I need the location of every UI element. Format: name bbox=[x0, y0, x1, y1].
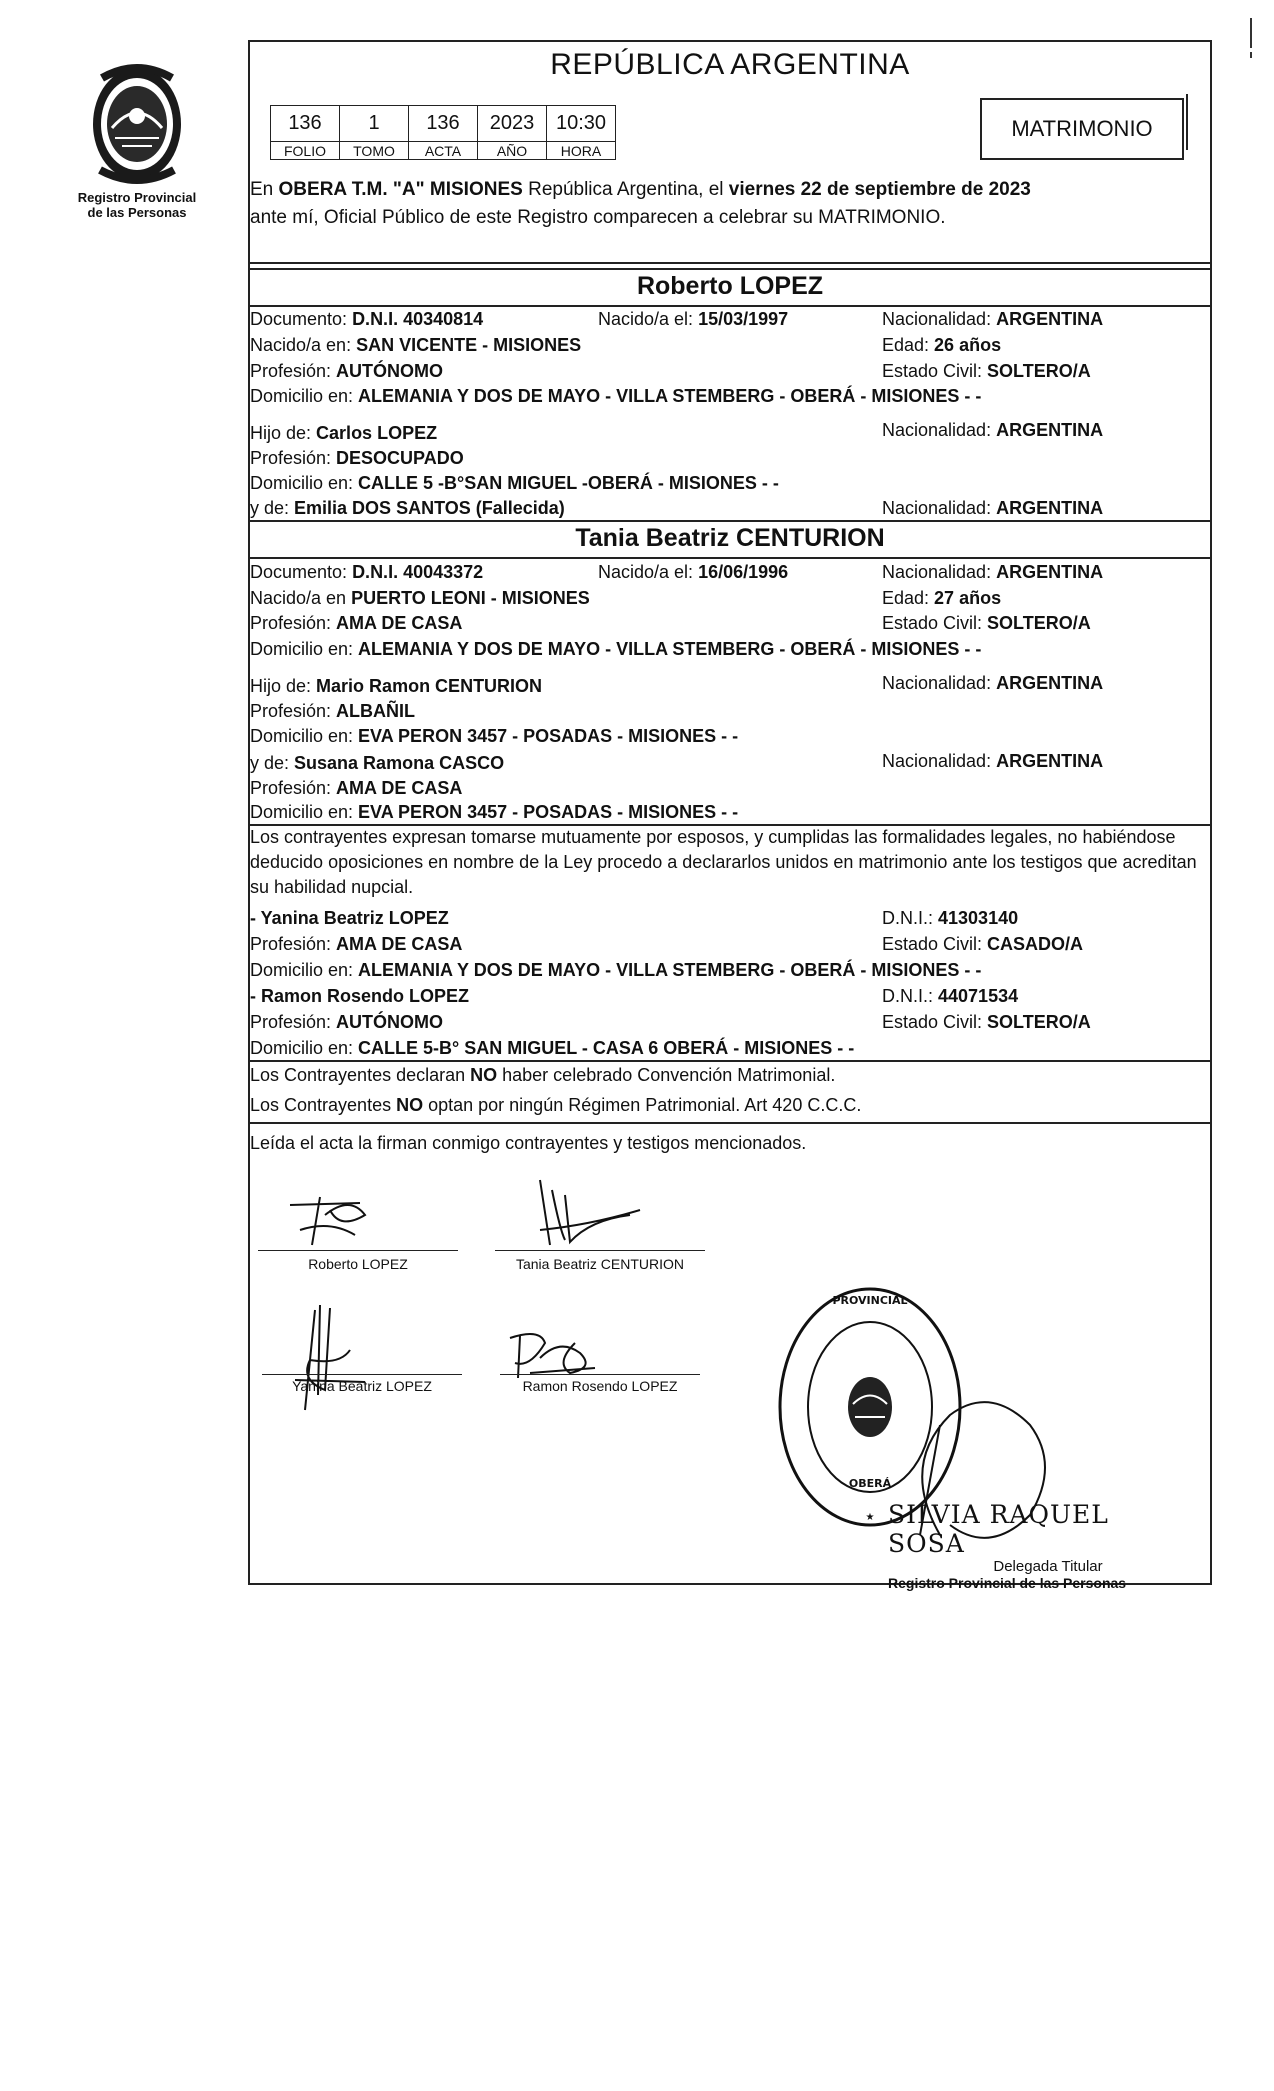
year-value: 2023 bbox=[478, 106, 547, 142]
folio-value: 136 bbox=[271, 106, 340, 142]
separator bbox=[248, 1122, 1212, 1124]
signature-line bbox=[262, 1374, 462, 1375]
value: 27 años bbox=[934, 588, 1002, 608]
signature-roberto bbox=[270, 1175, 390, 1255]
label: Profesión: bbox=[250, 778, 337, 798]
value: ARGENTINA bbox=[996, 498, 1104, 518]
signature-line bbox=[500, 1374, 700, 1375]
text: haber celebrado Convención Matrimonial. bbox=[497, 1065, 836, 1085]
label: Profesión: bbox=[250, 361, 337, 381]
label: Domicilio en: bbox=[250, 802, 359, 822]
label: Domicilio en: bbox=[250, 960, 359, 980]
spouse2-nationality bbox=[882, 561, 1103, 583]
provincial-registry-logo bbox=[62, 58, 212, 248]
spouse1-name: Roberto LOPEZ bbox=[636, 272, 824, 300]
text: Los Contrayentes bbox=[250, 1095, 397, 1115]
text: NO bbox=[396, 1095, 424, 1115]
value: SOLTERO/A bbox=[987, 613, 1091, 633]
label: Nacionalidad: bbox=[882, 498, 997, 518]
value: PUERTO LEONI - MISIONES bbox=[351, 588, 590, 608]
witness1-dni bbox=[882, 907, 1018, 929]
value: Mario Ramon CENTURION bbox=[316, 676, 543, 696]
witness2-profession bbox=[250, 1011, 443, 1033]
separator bbox=[248, 557, 1212, 559]
value: SOLTERO/A bbox=[987, 1012, 1091, 1032]
separator bbox=[248, 268, 1212, 270]
label: Profesión: bbox=[250, 934, 337, 954]
spouse1-mother-nationality bbox=[882, 497, 1103, 519]
spouse1-mother bbox=[250, 497, 565, 519]
value: ALEMANIA Y DOS DE MAYO - VILLA STEMBERG - OBERÁ - MISIONES - - bbox=[358, 386, 982, 406]
label: Profesión: bbox=[250, 613, 337, 633]
acta-header: ACTA bbox=[409, 142, 478, 160]
label: Domicilio en: bbox=[250, 639, 359, 659]
value: 44071534 bbox=[938, 986, 1019, 1006]
separator bbox=[248, 520, 1212, 522]
value: ARGENTINA bbox=[996, 673, 1104, 693]
value: 15/03/1997 bbox=[698, 309, 789, 329]
spouse2-address bbox=[250, 638, 981, 660]
spouse2-born-in bbox=[250, 587, 590, 609]
label: Nacionalidad: bbox=[882, 751, 997, 771]
spouse2-mother-address bbox=[250, 801, 738, 823]
label: Estado Civil: bbox=[882, 361, 988, 381]
text: NO bbox=[470, 1065, 498, 1085]
signature-name-2: Tania Beatriz CENTURION bbox=[515, 1256, 685, 1272]
label: Edad: bbox=[882, 588, 935, 608]
text: Los Contrayentes declaran bbox=[250, 1065, 471, 1085]
svg-text:★: ★ bbox=[865, 1512, 875, 1523]
convention-line2 bbox=[250, 1094, 861, 1116]
formal-declaration: Los contrayentes expresan tomarse mutuamente por esposos, y cumplidas las formalidades legales, no habiéndose deducido oposiciones en nombre de la Ley procedo a declararlos unidos en matrimonio ante los testigos que acreditan su habilidad nupcial. bbox=[250, 827, 1197, 897]
label: Nacido/a en: bbox=[250, 335, 357, 355]
witness1-address bbox=[250, 959, 981, 981]
witness2-civil-status bbox=[882, 1011, 1091, 1033]
label: Domicilio en: bbox=[250, 473, 359, 493]
spouse1-nationality bbox=[882, 308, 1103, 330]
label: y de: bbox=[250, 498, 295, 518]
value: 16/06/1996 bbox=[698, 562, 789, 582]
spouse2-father-address bbox=[250, 725, 738, 747]
value: ARGENTINA bbox=[996, 751, 1104, 771]
value: Susana Ramona CASCO bbox=[294, 753, 505, 773]
spouse2-mother bbox=[250, 752, 504, 774]
value: AMA DE CASA bbox=[336, 934, 463, 954]
value: ARGENTINA bbox=[996, 562, 1104, 582]
spouse2-mother-nationality bbox=[882, 750, 1103, 772]
witness2-name bbox=[250, 985, 469, 1007]
value: DESOCUPADO bbox=[336, 448, 464, 468]
witness2-address bbox=[250, 1037, 854, 1059]
value: - Yanina Beatriz LOPEZ bbox=[250, 908, 449, 928]
spouse2-mother-profession bbox=[250, 777, 462, 799]
value: CASADO/A bbox=[987, 934, 1084, 954]
witness2-dni bbox=[882, 985, 1018, 1007]
label: Documento: bbox=[250, 309, 353, 329]
value: ALEMANIA Y DOS DE MAYO - VILLA STEMBERG - OBERÁ - MISIONES - - bbox=[358, 960, 982, 980]
spouse2-name: Tania Beatriz CENTURION bbox=[575, 524, 885, 552]
officer-name: SILVIA RAQUEL SOSA bbox=[888, 1500, 1109, 1558]
reading-note: Leída el acta la firman conmigo contrayentes y testigos mencionados. bbox=[250, 1133, 807, 1153]
label: Domicilio en: bbox=[250, 386, 359, 406]
intro-paragraph bbox=[250, 176, 1210, 232]
year-header: AÑO bbox=[478, 142, 547, 160]
label: Nacionalidad: bbox=[882, 562, 997, 582]
spouse1-profession bbox=[250, 360, 443, 382]
intro-text: En bbox=[250, 179, 279, 200]
intro-text: República Argentina, el bbox=[522, 179, 729, 200]
value: 41303140 bbox=[938, 908, 1019, 928]
label: Nacido/a en bbox=[250, 588, 352, 608]
separator bbox=[248, 305, 1212, 307]
spouse1-father-profession bbox=[250, 447, 464, 469]
separator bbox=[248, 262, 1212, 264]
value: 26 años bbox=[934, 335, 1002, 355]
label: Estado Civil: bbox=[882, 934, 988, 954]
issuer-name-line2: de las Personas bbox=[87, 205, 187, 220]
spouse1-doc: D.N.I. 40340814 bbox=[352, 309, 484, 329]
signature-name-3: Yanina Beatriz LOPEZ bbox=[292, 1378, 432, 1394]
label: Hijo de: bbox=[250, 676, 317, 696]
signature-name-1: Roberto LOPEZ bbox=[308, 1256, 408, 1272]
tomo-header: TOMO bbox=[340, 142, 409, 160]
label: Nacionalidad: bbox=[882, 309, 997, 329]
issuer-name-line1: Registro Provincial bbox=[77, 190, 197, 205]
spouse1-father-nationality bbox=[882, 419, 1103, 441]
label: Domicilio en: bbox=[250, 726, 359, 746]
value: ALBAÑIL bbox=[336, 701, 416, 721]
spouse1-doc-row bbox=[250, 308, 483, 330]
value: Emilia DOS SANTOS (Fallecida) bbox=[294, 498, 565, 518]
hour-value: 10:30 bbox=[547, 106, 616, 142]
act-type: MATRIMONIO bbox=[1011, 116, 1153, 141]
label: Nacionalidad: bbox=[882, 673, 997, 693]
page-title: REPÚBLICA ARGENTINA bbox=[550, 48, 910, 81]
signature-yanina bbox=[280, 1300, 390, 1420]
folio-header: FOLIO bbox=[271, 142, 340, 160]
witness1-civil-status bbox=[882, 933, 1083, 955]
officer-role: Delegada Titular bbox=[993, 1558, 1103, 1575]
spouse1-born-on bbox=[598, 308, 788, 330]
spouse2-age bbox=[882, 587, 1001, 609]
witness1-name bbox=[250, 907, 449, 929]
spouse2-doc-row bbox=[250, 561, 483, 583]
spouse1-father-address bbox=[250, 472, 779, 494]
value: - Ramon Rosendo LOPEZ bbox=[250, 986, 470, 1006]
label: D.N.I.: bbox=[882, 986, 939, 1006]
intro-place: OBERA T.M. "A" MISIONES bbox=[278, 179, 523, 200]
value: AUTÓNOMO bbox=[336, 361, 444, 381]
value: CALLE 5-B° SAN MIGUEL - CASA 6 OBERÁ - MISIONES - - bbox=[358, 1038, 855, 1058]
label: Domicilio en: bbox=[250, 1038, 359, 1058]
spouse1-civil-status bbox=[882, 360, 1091, 382]
label: Nacionalidad: bbox=[882, 420, 997, 440]
spouse2-profession bbox=[250, 612, 462, 634]
label: y de: bbox=[250, 753, 295, 773]
hour-header: HORA bbox=[547, 142, 616, 160]
value: CALLE 5 -B°SAN MIGUEL -OBERÁ - MISIONES - - bbox=[358, 473, 779, 493]
spouse1-born-in bbox=[250, 334, 581, 356]
acta-value: 136 bbox=[409, 106, 478, 142]
witness1-profession bbox=[250, 933, 462, 955]
label: Profesión: bbox=[250, 448, 337, 468]
signature-line bbox=[258, 1250, 458, 1251]
spouse2-civil-status bbox=[882, 612, 1091, 634]
intro-line2: ante mí, Oficial Público de este Registro comparecen a celebrar su MATRIMONIO. bbox=[250, 207, 946, 228]
label: Nacido/a el: bbox=[598, 309, 699, 329]
value: SOLTERO/A bbox=[987, 361, 1091, 381]
convention-line1 bbox=[250, 1064, 835, 1086]
value: EVA PERON 3457 - POSADAS - MISIONES - - bbox=[358, 726, 739, 746]
spouse2-father-profession bbox=[250, 700, 415, 722]
spouse2-father-nationality bbox=[882, 672, 1103, 694]
misiones-coat-of-arms-icon bbox=[82, 58, 192, 188]
registry-table bbox=[270, 105, 616, 160]
label: Profesión: bbox=[250, 1012, 337, 1032]
value: ARGENTINA bbox=[996, 309, 1104, 329]
spouse1-father bbox=[250, 422, 437, 444]
label: Nacido/a el: bbox=[598, 562, 699, 582]
intro-date: viernes 22 de septiembre de 2023 bbox=[728, 179, 1031, 200]
value: EVA PERON 3457 - POSADAS - MISIONES - - bbox=[358, 802, 739, 822]
svg-text:PROVINCIAL: PROVINCIAL bbox=[832, 1294, 908, 1307]
value: AUTÓNOMO bbox=[336, 1012, 444, 1032]
value: AMA DE CASA bbox=[336, 613, 463, 633]
label: Documento: bbox=[250, 562, 353, 582]
label: Edad: bbox=[882, 335, 935, 355]
value: Carlos LOPEZ bbox=[316, 423, 438, 443]
act-type-box bbox=[980, 98, 1184, 160]
separator bbox=[248, 1060, 1212, 1062]
value: AMA DE CASA bbox=[336, 778, 463, 798]
signature-line bbox=[495, 1250, 705, 1251]
label: D.N.I.: bbox=[882, 908, 939, 928]
label: Profesión: bbox=[250, 701, 337, 721]
officer-block bbox=[888, 1500, 1178, 1591]
margin-marks bbox=[1250, 18, 1256, 66]
label: Estado Civil: bbox=[882, 1012, 988, 1032]
label: Estado Civil: bbox=[882, 613, 988, 633]
spouse1-address bbox=[250, 385, 981, 407]
signature-name-4: Ramon Rosendo LOPEZ bbox=[522, 1378, 678, 1394]
tomo-value: 1 bbox=[340, 106, 409, 142]
spouse2-born-on bbox=[598, 561, 788, 583]
value: SAN VICENTE - MISIONES bbox=[356, 335, 582, 355]
signature-tania bbox=[520, 1170, 650, 1255]
officer-org: Registro Provincial de las Personas bbox=[888, 1575, 1127, 1591]
value: ARGENTINA bbox=[996, 420, 1104, 440]
value: ALEMANIA Y DOS DE MAYO - VILLA STEMBERG - OBERÁ - MISIONES - - bbox=[358, 639, 982, 659]
spouse2-father bbox=[250, 675, 542, 697]
svg-text:OBERÁ: OBERÁ bbox=[848, 1477, 892, 1490]
spouse2-doc: D.N.I. 40043372 bbox=[352, 562, 484, 582]
text: optan por ningún Régimen Patrimonial. Art 420 C.C.C. bbox=[423, 1095, 862, 1115]
spouse1-age bbox=[882, 334, 1001, 356]
label: Hijo de: bbox=[250, 423, 317, 443]
